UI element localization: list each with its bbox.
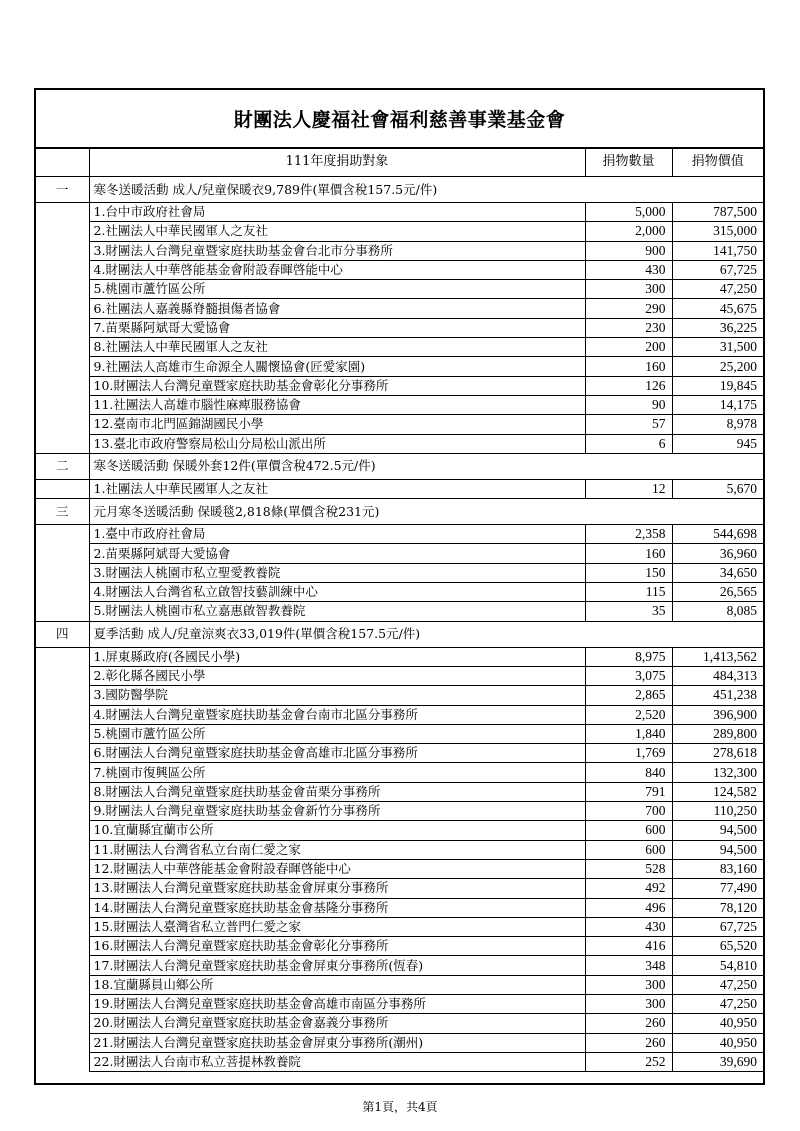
row-index-cell xyxy=(36,602,89,621)
recipient-cell: 14.財團法人台灣兒童暨家庭扶助基金會基隆分事務所 xyxy=(89,898,585,917)
quantity-cell: 200 xyxy=(585,338,672,357)
value-cell: 945 xyxy=(672,434,763,453)
table-row xyxy=(36,763,763,782)
section-index: 三 xyxy=(36,499,89,525)
value-cell: 36,225 xyxy=(672,318,763,337)
quantity-cell: 8,975 xyxy=(585,647,672,666)
recipient-cell: 1.台中市政府社會局 xyxy=(89,203,585,222)
quantity-cell: 1,769 xyxy=(585,744,672,763)
table-row xyxy=(36,318,763,337)
table-row xyxy=(36,203,763,222)
quantity-cell: 300 xyxy=(585,975,672,994)
value-cell: 451,238 xyxy=(672,686,763,705)
section-header-row xyxy=(36,621,763,647)
quantity-cell: 430 xyxy=(585,260,672,279)
table-row xyxy=(36,802,763,821)
recipient-cell: 7.苗栗縣阿斌哥大愛協會 xyxy=(89,318,585,337)
quantity-cell: 230 xyxy=(585,318,672,337)
row-index-cell xyxy=(36,563,89,582)
table-row xyxy=(36,840,763,859)
row-index-cell xyxy=(36,479,89,498)
header-recipient: 111年度捐助對象 xyxy=(89,148,585,177)
row-index-cell xyxy=(36,724,89,743)
recipient-cell: 12.臺南市北門區錦湖國民小學 xyxy=(89,415,585,434)
value-cell: 67,725 xyxy=(672,260,763,279)
quantity-cell: 2,000 xyxy=(585,222,672,241)
row-index-cell xyxy=(36,318,89,337)
value-cell: 94,500 xyxy=(672,840,763,859)
recipient-cell: 20.財團法人台灣兒童暨家庭扶助基金會嘉義分事務所 xyxy=(89,1014,585,1033)
table-header-row xyxy=(36,148,763,177)
recipient-cell: 10.宜蘭縣宜蘭市公所 xyxy=(89,821,585,840)
value-cell: 83,160 xyxy=(672,859,763,878)
quantity-cell: 1,840 xyxy=(585,724,672,743)
recipient-cell: 5.財團法人桃園市私立嘉惠啟智教養院 xyxy=(89,602,585,621)
table-row xyxy=(36,260,763,279)
quantity-cell: 300 xyxy=(585,280,672,299)
quantity-cell: 160 xyxy=(585,357,672,376)
table-row xyxy=(36,415,763,434)
row-index-cell xyxy=(36,744,89,763)
quantity-cell: 791 xyxy=(585,782,672,801)
recipient-cell: 4.財團法人台灣兒童暨家庭扶助基金會台南市北區分事務所 xyxy=(89,705,585,724)
value-cell: 94,500 xyxy=(672,821,763,840)
row-index-cell xyxy=(36,821,89,840)
row-index-cell xyxy=(36,956,89,975)
table-row xyxy=(36,280,763,299)
value-cell: 8,978 xyxy=(672,415,763,434)
table-row xyxy=(36,563,763,582)
recipient-cell: 8.社團法人中華民國軍人之友社 xyxy=(89,338,585,357)
section-title: 元月寒冬送暖活動 保暖毯2,818條(單價含稅231元) xyxy=(89,499,763,525)
recipient-cell: 13.臺北市政府警察局松山分局松山派出所 xyxy=(89,434,585,453)
donation-document xyxy=(34,88,765,1085)
table-row xyxy=(36,376,763,395)
table-row xyxy=(36,544,763,563)
recipient-cell: 5.桃園市蘆竹區公所 xyxy=(89,724,585,743)
value-cell: 141,750 xyxy=(672,241,763,260)
value-cell: 39,690 xyxy=(672,1052,763,1071)
recipient-cell: 19.財團法人台灣兒童暨家庭扶助基金會高雄市南區分事務所 xyxy=(89,994,585,1013)
row-index-cell xyxy=(36,260,89,279)
value-cell: 47,250 xyxy=(672,994,763,1013)
value-cell: 396,900 xyxy=(672,705,763,724)
recipient-cell: 3.國防醫學院 xyxy=(89,686,585,705)
value-cell: 40,950 xyxy=(672,1033,763,1052)
value-cell: 19,845 xyxy=(672,376,763,395)
table-row xyxy=(36,602,763,621)
row-index-cell xyxy=(36,840,89,859)
section-title: 夏季活動 成人/兒童涼爽衣33,019件(單價含稅157.5元/件) xyxy=(89,621,763,647)
recipient-cell: 7.桃園市復興區公所 xyxy=(89,763,585,782)
recipient-cell: 6.社團法人嘉義縣脊髓損傷者協會 xyxy=(89,299,585,318)
quantity-cell: 300 xyxy=(585,994,672,1013)
recipient-cell: 9.財團法人台灣兒童暨家庭扶助基金會新竹分事務所 xyxy=(89,802,585,821)
quantity-cell: 6 xyxy=(585,434,672,453)
value-cell: 47,250 xyxy=(672,975,763,994)
quantity-cell: 840 xyxy=(585,763,672,782)
row-index-cell xyxy=(36,357,89,376)
table-row xyxy=(36,395,763,414)
recipient-cell: 21.財團法人台灣兒童暨家庭扶助基金會屏東分事務所(潮州) xyxy=(89,1033,585,1052)
table-row xyxy=(36,917,763,936)
recipient-cell: 12.財團法人中華啓能基金會附設春暉啓能中心 xyxy=(89,859,585,878)
table-row xyxy=(36,241,763,260)
row-index-cell xyxy=(36,241,89,260)
row-index-cell xyxy=(36,666,89,685)
value-cell: 45,675 xyxy=(672,299,763,318)
table-row xyxy=(36,879,763,898)
recipient-cell: 16.財團法人台灣兒童暨家庭扶助基金會彰化分事務所 xyxy=(89,937,585,956)
row-index-cell xyxy=(36,222,89,241)
row-index-cell xyxy=(36,917,89,936)
value-cell: 78,120 xyxy=(672,898,763,917)
recipient-cell: 18.宜蘭縣員山鄉公所 xyxy=(89,975,585,994)
table-row xyxy=(36,956,763,975)
section-index: 一 xyxy=(36,177,89,203)
table-row xyxy=(36,647,763,666)
quantity-cell: 260 xyxy=(585,1014,672,1033)
row-index-cell xyxy=(36,763,89,782)
value-cell: 544,698 xyxy=(672,525,763,544)
value-cell: 77,490 xyxy=(672,879,763,898)
value-cell: 36,960 xyxy=(672,544,763,563)
quantity-cell: 600 xyxy=(585,840,672,859)
value-cell: 1,413,562 xyxy=(672,647,763,666)
table-row xyxy=(36,434,763,453)
row-index-cell xyxy=(36,1033,89,1052)
quantity-cell: 115 xyxy=(585,583,672,602)
recipient-cell: 1.臺中市政府社會局 xyxy=(89,525,585,544)
quantity-cell: 90 xyxy=(585,395,672,414)
value-cell: 31,500 xyxy=(672,338,763,357)
table-row xyxy=(36,1052,763,1071)
row-index-cell xyxy=(36,782,89,801)
row-index-cell xyxy=(36,879,89,898)
row-index-cell xyxy=(36,1014,89,1033)
header-index-cell xyxy=(36,148,89,177)
recipient-cell: 2.彰化縣各國民小學 xyxy=(89,666,585,685)
recipient-cell: 10.財團法人台灣兒童暨家庭扶助基金會彰化分事務所 xyxy=(89,376,585,395)
row-index-cell xyxy=(36,1052,89,1071)
quantity-cell: 430 xyxy=(585,917,672,936)
table-row xyxy=(36,705,763,724)
recipient-cell: 6.財團法人台灣兒童暨家庭扶助基金會高雄市北區分事務所 xyxy=(89,744,585,763)
quantity-cell: 492 xyxy=(585,879,672,898)
quantity-cell: 290 xyxy=(585,299,672,318)
recipient-cell: 11.社團法人高雄市腦性麻痺服務協會 xyxy=(89,395,585,414)
quantity-cell: 900 xyxy=(585,241,672,260)
table-row xyxy=(36,859,763,878)
value-cell: 787,500 xyxy=(672,203,763,222)
table-row xyxy=(36,525,763,544)
quantity-cell: 260 xyxy=(585,1033,672,1052)
row-index-cell xyxy=(36,994,89,1013)
value-cell: 54,810 xyxy=(672,956,763,975)
table-row xyxy=(36,724,763,743)
row-index-cell xyxy=(36,647,89,666)
section-header-row xyxy=(36,453,763,479)
donation-table xyxy=(36,147,763,1072)
section-index: 四 xyxy=(36,621,89,647)
recipient-cell: 2.苗栗縣阿斌哥大愛協會 xyxy=(89,544,585,563)
row-index-cell xyxy=(36,937,89,956)
recipient-cell: 5.桃園市蘆竹區公所 xyxy=(89,280,585,299)
table-row xyxy=(36,479,763,498)
quantity-cell: 2,865 xyxy=(585,686,672,705)
table-row xyxy=(36,222,763,241)
value-cell: 67,725 xyxy=(672,917,763,936)
table-row xyxy=(36,1033,763,1052)
header-quantity: 捐物數量 xyxy=(585,148,672,177)
row-index-cell xyxy=(36,544,89,563)
document-title: 財團法人慶福社會福利慈善事業基金會 xyxy=(36,90,763,149)
quantity-cell: 416 xyxy=(585,937,672,956)
value-cell: 315,000 xyxy=(672,222,763,241)
quantity-cell: 57 xyxy=(585,415,672,434)
value-cell: 132,300 xyxy=(672,763,763,782)
quantity-cell: 35 xyxy=(585,602,672,621)
section-title: 寒冬送暖活動 成人/兒童保暖衣9,789件(單價含稅157.5元/件) xyxy=(89,177,763,203)
page-footer: 第1頁，共4頁 xyxy=(362,1100,438,1114)
value-cell: 34,650 xyxy=(672,563,763,582)
row-index-cell xyxy=(36,859,89,878)
value-cell: 8,085 xyxy=(672,602,763,621)
row-index-cell xyxy=(36,376,89,395)
row-index-cell xyxy=(36,280,89,299)
value-cell: 289,800 xyxy=(672,724,763,743)
value-cell: 47,250 xyxy=(672,280,763,299)
value-cell: 484,313 xyxy=(672,666,763,685)
quantity-cell: 160 xyxy=(585,544,672,563)
table-row xyxy=(36,299,763,318)
row-index-cell xyxy=(36,338,89,357)
table-row xyxy=(36,898,763,917)
row-index-cell xyxy=(36,898,89,917)
quantity-cell: 528 xyxy=(585,859,672,878)
row-index-cell xyxy=(36,299,89,318)
row-index-cell xyxy=(36,203,89,222)
recipient-cell: 3.財團法人桃園市私立聖愛教養院 xyxy=(89,563,585,582)
header-value: 捐物價值 xyxy=(672,148,763,177)
quantity-cell: 496 xyxy=(585,898,672,917)
recipient-cell: 1.社團法人中華民國軍人之友社 xyxy=(89,479,585,498)
row-index-cell xyxy=(36,395,89,414)
recipient-cell: 1.屏東縣政府(各國民小學) xyxy=(89,647,585,666)
row-index-cell xyxy=(36,705,89,724)
value-cell: 65,520 xyxy=(672,937,763,956)
recipient-cell: 9.社團法人高雄市生命源全人關懷協會(匠愛家園) xyxy=(89,357,585,376)
row-index-cell xyxy=(36,525,89,544)
quantity-cell: 252 xyxy=(585,1052,672,1071)
quantity-cell: 348 xyxy=(585,956,672,975)
value-cell: 124,582 xyxy=(672,782,763,801)
table-row xyxy=(36,666,763,685)
quantity-cell: 150 xyxy=(585,563,672,582)
value-cell: 25,200 xyxy=(672,357,763,376)
quantity-cell: 126 xyxy=(585,376,672,395)
row-index-cell xyxy=(36,415,89,434)
value-cell: 110,250 xyxy=(672,802,763,821)
recipient-cell: 4.財團法人中華啓能基金會附設春暉啓能中心 xyxy=(89,260,585,279)
row-index-cell xyxy=(36,583,89,602)
recipient-cell: 13.財團法人台灣兒童暨家庭扶助基金會屏東分事務所 xyxy=(89,879,585,898)
value-cell: 40,950 xyxy=(672,1014,763,1033)
recipient-cell: 17.財團法人台灣兒童暨家庭扶助基金會屏東分事務所(恆春) xyxy=(89,956,585,975)
table-row xyxy=(36,338,763,357)
row-index-cell xyxy=(36,802,89,821)
recipient-cell: 11.財團法人台灣省私立台南仁愛之家 xyxy=(89,840,585,859)
quantity-cell: 3,075 xyxy=(585,666,672,685)
table-row xyxy=(36,782,763,801)
table-row xyxy=(36,821,763,840)
recipient-cell: 8.財團法人台灣兒童暨家庭扶助基金會苗栗分事務所 xyxy=(89,782,585,801)
value-cell: 26,565 xyxy=(672,583,763,602)
table-row xyxy=(36,686,763,705)
quantity-cell: 2,520 xyxy=(585,705,672,724)
value-cell: 278,618 xyxy=(672,744,763,763)
section-header-row xyxy=(36,177,763,203)
section-header-row xyxy=(36,499,763,525)
table-row xyxy=(36,937,763,956)
section-title: 寒冬送暖活動 保暖外套12件(單價含稅472.5元/件) xyxy=(89,453,763,479)
recipient-cell: 22.財團法人台南市私立菩提林教養院 xyxy=(89,1052,585,1071)
table-row xyxy=(36,357,763,376)
quantity-cell: 2,358 xyxy=(585,525,672,544)
table-row xyxy=(36,994,763,1013)
value-cell: 14,175 xyxy=(672,395,763,414)
value-cell: 5,670 xyxy=(672,479,763,498)
table-row xyxy=(36,744,763,763)
recipient-cell: 4.財團法人台灣省私立啟智技藝訓練中心 xyxy=(89,583,585,602)
quantity-cell: 5,000 xyxy=(585,203,672,222)
row-index-cell xyxy=(36,975,89,994)
row-index-cell xyxy=(36,686,89,705)
recipient-cell: 15.財團法人臺灣省私立普門仁愛之家 xyxy=(89,917,585,936)
row-index-cell xyxy=(36,434,89,453)
table-row xyxy=(36,583,763,602)
quantity-cell: 600 xyxy=(585,821,672,840)
quantity-cell: 700 xyxy=(585,802,672,821)
section-index: 二 xyxy=(36,453,89,479)
recipient-cell: 3.財團法人台灣兒童暨家庭扶助基金會台北市分事務所 xyxy=(89,241,585,260)
table-row xyxy=(36,975,763,994)
quantity-cell: 12 xyxy=(585,479,672,498)
table-row xyxy=(36,1014,763,1033)
recipient-cell: 2.社團法人中華民國軍人之友社 xyxy=(89,222,585,241)
